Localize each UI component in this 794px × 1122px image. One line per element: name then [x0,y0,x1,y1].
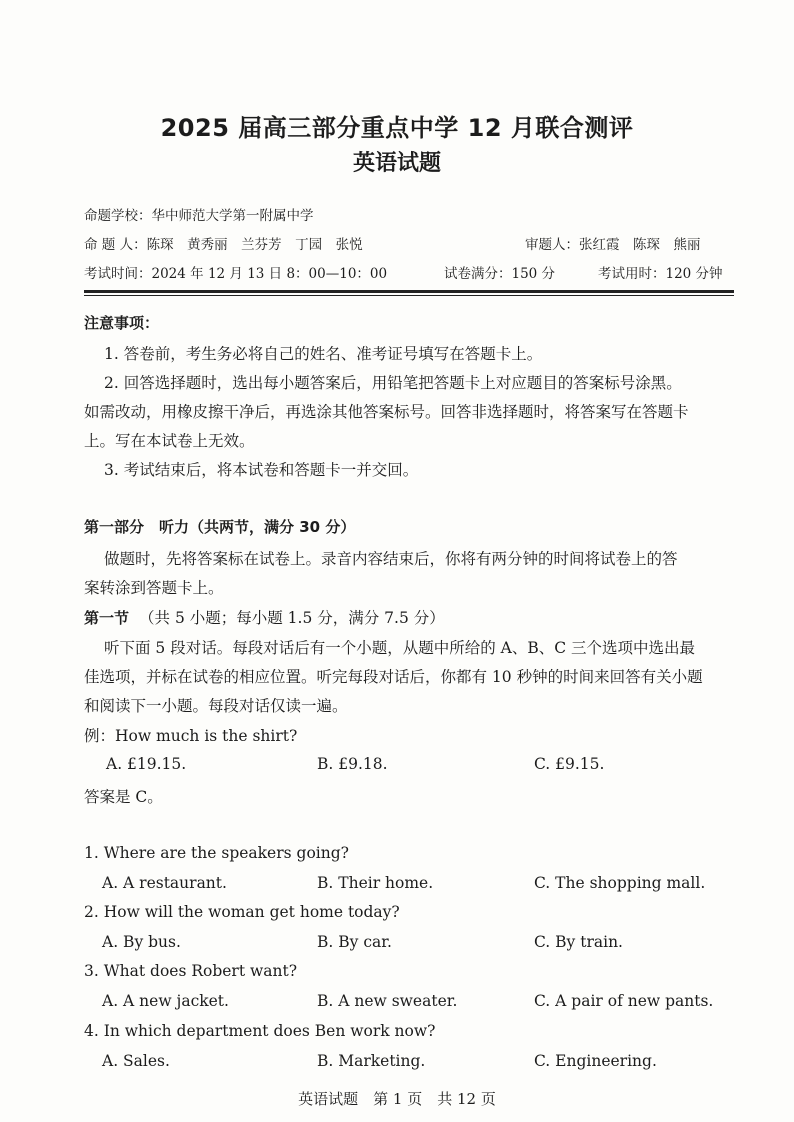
section1-heading: 第一节 [84,609,130,627]
example-option-b: B. £9.18. [317,755,388,773]
section1-instructions: 听下面 5 段对话。每段对话后有一个小题，从题中所给的 A、B、C 三个选项中选出最 [104,639,696,657]
section1-note: （共 5 小题；每小题 1.5 分，满分 7.5 分） [139,609,445,627]
q2-option-a: A. By bus. [102,933,181,951]
question-1: 1. Where are the speakers going? [84,844,349,862]
q3-option-a: A. A new jacket. [102,992,229,1010]
header-rule-thick [84,290,734,293]
notice-item-2-end: 上。写在本试卷上无效。 [84,432,255,450]
example-answer: 答案是 C。 [84,788,163,806]
q4-option-c: C. Engineering. [534,1052,657,1070]
q3-option-c: C. A pair of new pants. [534,992,714,1010]
example-option-c: C. £9.15. [534,755,605,773]
example-question: 例：How much is the shirt? [84,727,298,745]
q4-option-b: B. Marketing. [317,1052,426,1070]
q1-option-a: A. A restaurant. [102,874,227,892]
part1-intro-cont: 案转涂到答题卡上。 [84,579,224,597]
notice-heading: 注意事项： [84,314,160,332]
notice-item-3: 3. 考试结束后，将本试卷和答题卡一并交回。 [104,461,419,479]
page-subtitle: 英语试题 [352,151,441,176]
question-2: 2. How will the woman get home today? [84,903,400,921]
meta-authors: 命 题 人：陈琛 黄秀丽 兰芬芳 丁园 张悦 [84,237,363,253]
notice-item-2-cont: 如需改动，用橡皮擦干净后，再选涂其他答案标号。回答非选择题时，将答案写在答题卡 [84,403,689,421]
part1-intro: 做题时，先将答案标在试卷上。录音内容结束后，你将有两分钟的时间将试卷上的答 [104,550,678,568]
q3-option-b: B. A new sweater. [317,992,458,1010]
q1-option-c: C. The shopping mall. [534,874,706,892]
part1-heading: 第一部分 听力（共两节，满分 30 分） [84,518,356,536]
q4-option-a: A. Sales. [102,1052,170,1070]
page-footer: 英语试题 第 1 页 共 12 页 [298,1090,496,1108]
question-3: 3. What does Robert want? [84,962,298,980]
meta-school: 命题学校：华中师范大学第一附属中学 [84,208,314,224]
q2-option-c: C. By train. [534,933,623,951]
notice-item-2: 2. 回答选择题时，选出每小题答案后，用铅笔把答题卡上对应题目的答案标号涂黑。 [104,374,682,392]
example-option-a: A. £19.15. [106,755,187,773]
meta-duration: 考试用时：120 分钟 [598,266,723,282]
q2-option-b: B. By car. [317,933,392,951]
meta-reviewers: 审题人：张红霞 陈琛 熊丽 [525,237,701,253]
section1-instructions-end: 和阅读下一小题。每段对话仅读一遍。 [84,697,348,715]
meta-exam-time: 考试时间：2024 年 12 月 13 日 8：00—10：00 [84,266,388,282]
meta-full-score: 试卷满分：150 分 [444,266,556,282]
section1-instructions-cont: 佳选项，并标在试卷的相应位置。听完每段对话后，你都有 10 秒钟的时间来回答有关小题 [84,668,703,686]
header-rule-thin [84,295,734,296]
section1-heading-line [84,606,445,628]
notice-item-1: 1. 答卷前，考生务必将自己的姓名、准考证号填写在答题卡上。 [104,345,543,363]
question-4: 4. In which department does Ben work now? [84,1022,436,1040]
page-title: 2025 届高三部分重点中学 12 月联合测评 [160,114,634,142]
q1-option-b: B. Their home. [317,874,434,892]
